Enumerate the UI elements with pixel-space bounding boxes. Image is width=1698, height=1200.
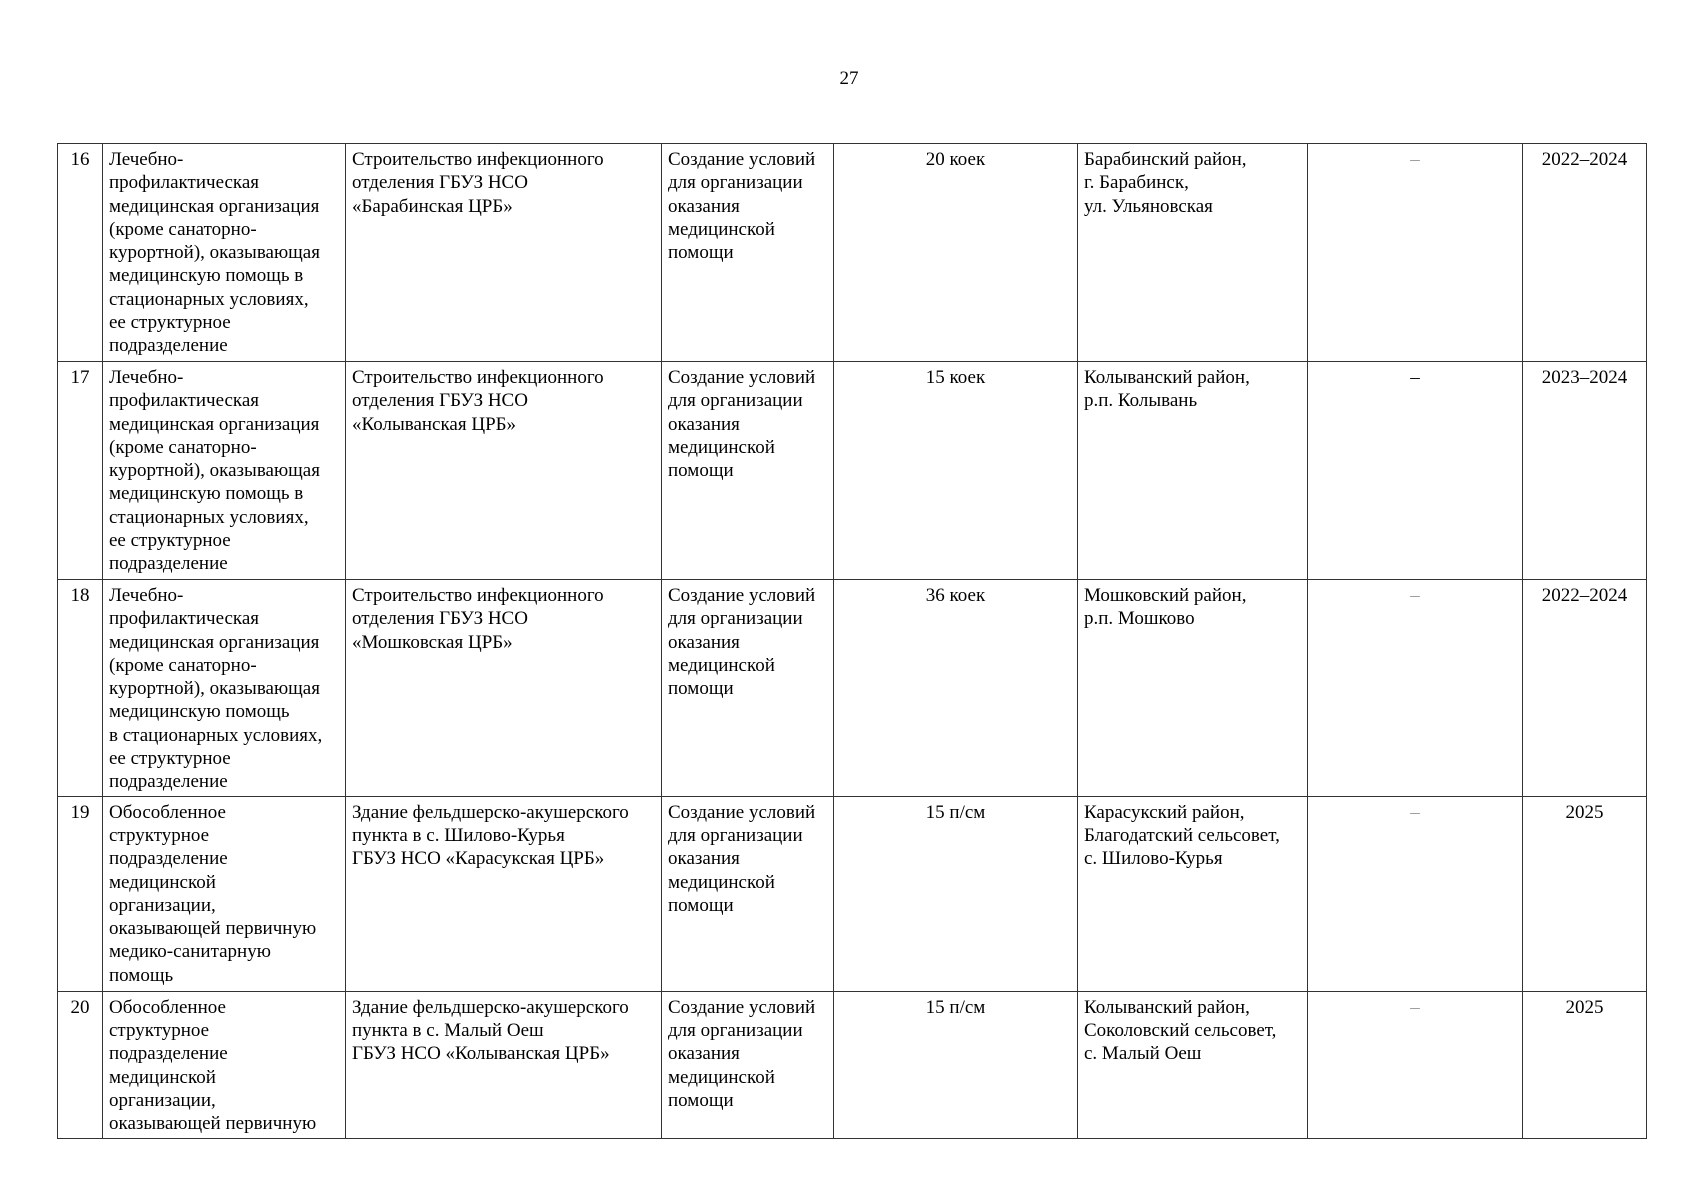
capacity-cell: 36 коек <box>834 580 1078 797</box>
row-number: 20 <box>58 991 103 1138</box>
object-type-cell-line: помощь <box>109 964 174 986</box>
purpose-cell-line: медицинской <box>668 654 775 676</box>
object-type-cell-line: (кроме санаторно- <box>109 654 257 676</box>
object-type-cell-line: медицинскую помощь в <box>109 483 304 505</box>
object-name-cell-line: отделения ГБУЗ НСО <box>352 172 528 194</box>
object-name-cell-line: отделения ГБУЗ НСО <box>352 608 528 630</box>
period-cell: 2022–2024 <box>1523 580 1647 797</box>
location-cell-line: р.п. Мошково <box>1084 608 1195 630</box>
object-name-cell <box>346 362 662 580</box>
object-type-cell-line: Обособленное <box>109 996 226 1018</box>
location-cell-line: Карасукский район, <box>1084 801 1245 823</box>
purpose-cell-line: для организации <box>668 824 803 846</box>
location-cell <box>1078 580 1308 797</box>
location-cell-line: Барабинский район, <box>1084 149 1247 170</box>
purpose-cell-line: Создание условий <box>668 367 816 388</box>
value-cell: – <box>1308 580 1523 797</box>
object-name-cell-line: Строительство инфекционного <box>352 585 604 606</box>
period-cell: 2025 <box>1523 991 1647 1138</box>
capacity-cell: 15 коек <box>834 362 1078 580</box>
object-name-cell-line: «Колыванская ЦРБ» <box>352 413 517 435</box>
purpose-cell-line: медицинской <box>668 1066 775 1088</box>
object-type-cell <box>103 362 346 580</box>
object-type-cell-line: оказывающей первичную <box>109 1113 317 1135</box>
purpose-cell-line: помощи <box>668 678 734 700</box>
object-name-cell-line: Здание фельдшерско-акушерского <box>352 801 629 823</box>
object-type-cell-line: в стационарных условиях, <box>109 724 323 746</box>
object-name-cell <box>346 991 662 1138</box>
object-name-cell-line: Здание фельдшерско-акушерского <box>352 996 629 1018</box>
object-name-cell <box>346 144 662 362</box>
object-type-cell-line: медицинская организация <box>109 631 320 653</box>
object-name-cell-line: пункта в с. Малый Оеш <box>352 1019 544 1041</box>
period-cell: 2025 <box>1523 796 1647 991</box>
object-type-cell-line: стационарных условиях, <box>109 288 309 310</box>
object-type-cell-line: подразделение <box>109 771 228 793</box>
object-type-cell-line: курортной), оказывающая <box>109 242 320 264</box>
capacity-cell: 20 коек <box>834 144 1078 362</box>
object-type-cell-line: курортной), оказывающая <box>109 678 320 700</box>
location-cell-line: Колыванский район, <box>1084 367 1250 388</box>
purpose-cell <box>662 796 834 991</box>
purpose-cell <box>662 144 834 362</box>
page-number: 27 <box>839 68 859 89</box>
object-type-cell-line: подразделение <box>109 335 228 357</box>
object-type-cell-line: структурное <box>109 1019 210 1041</box>
row-number: 18 <box>58 580 103 797</box>
table-row <box>58 580 1647 797</box>
object-type-cell <box>103 796 346 991</box>
purpose-cell <box>662 580 834 797</box>
location-cell <box>1078 144 1308 362</box>
purpose-cell-line: помощи <box>668 1089 734 1111</box>
purpose-cell <box>662 991 834 1138</box>
object-name-cell-line: ГБУЗ НСО «Карасукская ЦРБ» <box>352 848 605 870</box>
object-type-cell-line: Лечебно- <box>109 149 184 170</box>
object-name-cell-line: Строительство инфекционного <box>352 149 604 170</box>
object-type-cell-line: медицинская организация <box>109 195 320 217</box>
object-name-cell-line: «Барабинская ЦРБ» <box>352 195 513 217</box>
object-type-cell <box>103 991 346 1138</box>
object-type-cell <box>103 580 346 797</box>
location-cell-line: Мошковский район, <box>1084 585 1247 606</box>
object-type-cell-line: медицинскую помощь <box>109 701 290 723</box>
period-cell: 2023–2024 <box>1523 362 1647 580</box>
purpose-cell-line: медицинской <box>668 871 775 893</box>
object-type-cell <box>103 144 346 362</box>
purpose-cell-line: помощи <box>668 242 734 264</box>
location-cell-line: Соколовский сельсовет, <box>1084 1019 1277 1041</box>
purpose-cell-line: оказания <box>668 631 740 653</box>
object-name-cell <box>346 796 662 991</box>
row-number: 16 <box>58 144 103 362</box>
object-type-cell-line: медицинская организация <box>109 413 320 435</box>
object-name-cell-line: «Мошковская ЦРБ» <box>352 631 513 653</box>
location-cell-line: Колыванский район, <box>1084 996 1250 1018</box>
object-type-cell-line: медицинскую помощь в <box>109 265 304 287</box>
location-cell-line: с. Малый Оеш <box>1084 1043 1202 1065</box>
object-name-cell-line: Строительство инфекционного <box>352 367 604 388</box>
location-cell <box>1078 796 1308 991</box>
object-type-cell-line: курортной), оказывающая <box>109 460 320 482</box>
purpose-cell-line: оказания <box>668 195 740 217</box>
value-cell: – <box>1308 144 1523 362</box>
purpose-cell-line: для организации <box>668 608 803 630</box>
purpose-cell-line: медицинской <box>668 436 775 458</box>
row-number: 19 <box>58 796 103 991</box>
purpose-cell-line: Создание условий <box>668 801 816 823</box>
purpose-cell-line: помощи <box>668 894 734 916</box>
purpose-cell-line: для организации <box>668 1019 803 1041</box>
object-type-cell-line: стационарных условиях, <box>109 506 309 528</box>
purpose-cell-line: помощи <box>668 460 734 482</box>
purpose-cell-line: медицинской <box>668 218 775 240</box>
capacity-cell: 15 п/см <box>834 991 1078 1138</box>
location-cell-line: ул. Ульяновская <box>1084 195 1213 217</box>
location-cell-line: Благодатский сельсовет, <box>1084 824 1280 846</box>
value-cell: – <box>1308 796 1523 991</box>
purpose-cell-line: оказания <box>668 848 740 870</box>
purpose-cell <box>662 362 834 580</box>
object-type-cell-line: Лечебно- <box>109 367 184 388</box>
objects-table <box>57 143 1647 1139</box>
object-name-cell-line: отделения ГБУЗ НСО <box>352 390 528 412</box>
object-type-cell-line: ее структурное <box>109 748 231 770</box>
row-number: 17 <box>58 362 103 580</box>
object-type-cell-line: ее структурное <box>109 312 231 334</box>
object-name-cell <box>346 580 662 797</box>
capacity-cell: 15 п/см <box>834 796 1078 991</box>
table-body <box>58 144 1647 1139</box>
object-type-cell-line: структурное <box>109 824 210 846</box>
object-type-cell-line: ее структурное <box>109 530 231 552</box>
purpose-cell-line: для организации <box>668 390 803 412</box>
table-row <box>58 991 1647 1138</box>
purpose-cell-line: Создание условий <box>668 149 816 170</box>
purpose-cell-line: оказания <box>668 1043 740 1065</box>
location-cell-line: р.п. Колывань <box>1084 390 1198 412</box>
object-type-cell-line: организации, <box>109 894 216 916</box>
object-type-cell-line: подразделение <box>109 1043 228 1065</box>
object-type-cell-line: медико-санитарную <box>109 941 271 963</box>
object-type-cell-line: подразделение <box>109 553 228 575</box>
object-type-cell-line: подразделение <box>109 848 228 870</box>
location-cell-line: г. Барабинск, <box>1084 172 1189 194</box>
location-cell-line: с. Шилово-Курья <box>1084 848 1223 870</box>
purpose-cell-line: Создание условий <box>668 585 816 606</box>
object-name-cell-line: ГБУЗ НСО «Колыванская ЦРБ» <box>352 1043 610 1065</box>
object-type-cell-line: профилактическая <box>109 390 260 412</box>
table-row <box>58 796 1647 991</box>
table-row <box>58 144 1647 362</box>
period-cell: 2022–2024 <box>1523 144 1647 362</box>
value-cell: – <box>1308 991 1523 1138</box>
object-type-cell-line: Обособленное <box>109 801 226 823</box>
location-cell <box>1078 991 1308 1138</box>
object-type-cell-line: организации, <box>109 1089 216 1111</box>
object-name-cell-line: пункта в с. Шилово-Курья <box>352 824 565 846</box>
object-type-cell-line: Лечебно- <box>109 585 184 606</box>
purpose-cell-line: Создание условий <box>668 996 816 1018</box>
object-type-cell-line: (кроме санаторно- <box>109 436 257 458</box>
location-cell <box>1078 362 1308 580</box>
object-type-cell-line: медицинской <box>109 1066 216 1088</box>
object-type-cell-line: профилактическая <box>109 608 260 630</box>
purpose-cell-line: оказания <box>668 413 740 435</box>
value-cell: – <box>1308 362 1523 580</box>
object-type-cell-line: (кроме санаторно- <box>109 218 257 240</box>
object-type-cell-line: медицинской <box>109 871 216 893</box>
purpose-cell-line: для организации <box>668 172 803 194</box>
table-row <box>58 362 1647 580</box>
object-type-cell-line: профилактическая <box>109 172 260 194</box>
object-type-cell-line: оказывающей первичную <box>109 918 317 940</box>
